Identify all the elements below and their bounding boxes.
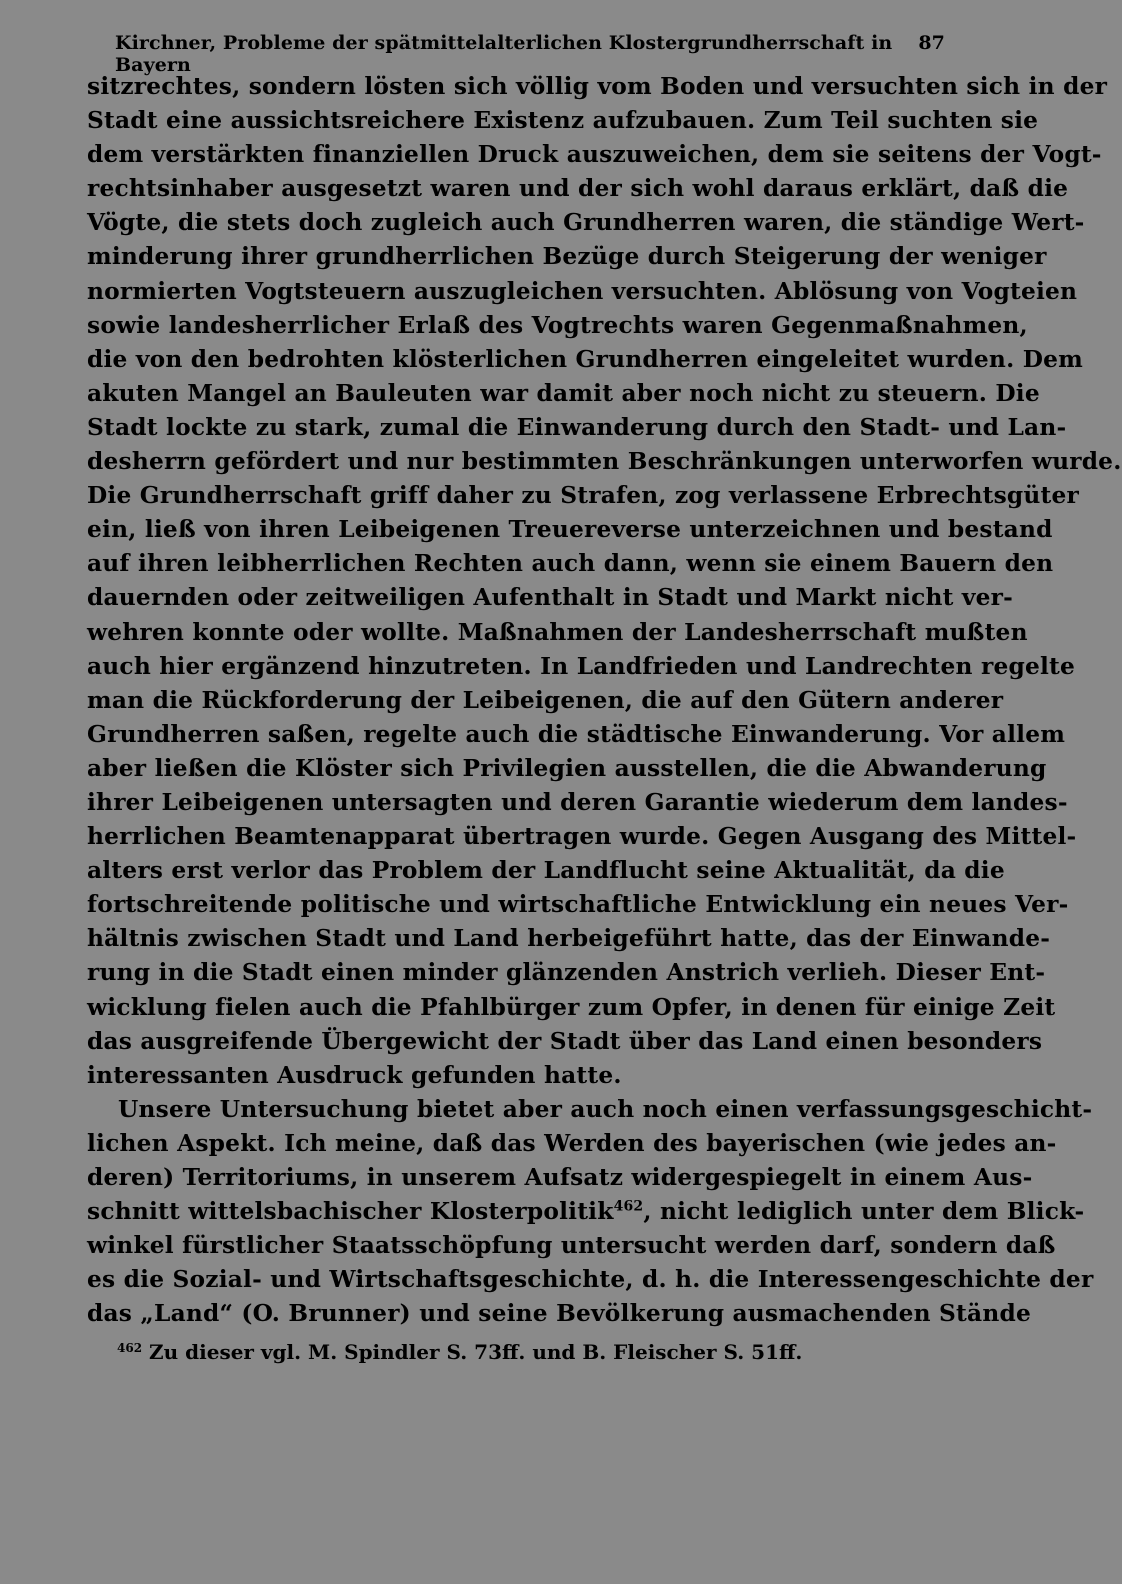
text-line-with-note — [87, 1195, 1085, 1229]
text-line: hältnis zwischen Stadt und Land herbeigeführt hatte, das der Einwande- — [87, 925, 1051, 953]
text-line: das „Land“ (O. Brunner) und seine Bevölkerung ausmachenden Stände — [87, 1300, 1031, 1328]
text-line: interessanten Ausdruck gefunden hatte. — [87, 1061, 622, 1089]
text-line: wicklung fielen auch die Pfahlbürger zum Opfer, in denen für einige Zeit — [87, 993, 1056, 1021]
text-line: sitzrechtes, sondern lösten sich völlig vom Boden und versuchten sich in der — [87, 73, 1108, 100]
text-line: auf ihren leibherrlichen Rechten auch dann, wenn sie einem Bauern den — [87, 550, 1054, 578]
paragraph-1 — [87, 70, 1122, 1093]
text-line: das ausgreifende Übergewicht der Stadt über das Land einen besonders — [87, 1027, 1043, 1055]
text-line: dauernden oder zeitweiligen Aufenthalt in Stadt und Markt nicht ver- — [87, 584, 1013, 612]
text-line: ein, ließ von ihren Leibeigenen Treuereverse unterzeichnen und bestand — [87, 516, 1053, 544]
text-line: aber ließen die Klöster sich Privilegien ausstellen, die die Abwanderung — [87, 754, 1047, 782]
text-line: fortschreitende politische und wirtschaftliche Entwicklung ein neues Ver- — [87, 891, 1069, 919]
text-line: dem verstärkten finanziellen Druck auszuweichen, dem sie seitens der Vogt- — [87, 141, 1102, 169]
text-line: rung in die Stadt einen minder glänzenden Anstrich verlieh. Dieser Ent- — [87, 959, 1046, 987]
text-line: man die Rückforderung der Leibeigenen, die auf den Gütern anderer — [87, 686, 1004, 714]
footnote-text: Zu dieser vgl. M. Spindler S. 73ff. und B. Fleischer S. 51ff. — [149, 1340, 803, 1365]
text-line: akuten Mangel an Bauleuten war damit aber noch nicht zu steuern. Die — [87, 379, 1040, 407]
text-segment: schnitt wittelsbachischer Klosterpolitik — [87, 1198, 614, 1226]
text-line: ihrer Leibeigenen untersagten und deren Garantie wiederum dem landes- — [87, 788, 1068, 816]
text-line: wehren konnte oder wollte. Maßnahmen der Landesherrschaft mußten — [87, 618, 1028, 646]
footnote — [87, 1337, 945, 1367]
page-number: 87 — [918, 32, 945, 54]
text-line: Unsere Untersuchung bietet aber auch noch einen verfassungsgeschicht- — [118, 1095, 1093, 1123]
footnote-number: 462 — [117, 1341, 143, 1356]
running-title: Kirchner, Probleme der spätmittelalterlichen Klostergrundherrschaft in Bayern — [115, 32, 893, 76]
text-segment: , nicht lediglich unter dem Blick- — [643, 1198, 1085, 1226]
text-line: sowie landesherrlicher Erlaß des Vogtrechts waren Gegenmaßnahmen, — [87, 311, 1028, 339]
text-line: rechtsinhaber ausgesetzt waren und der sich wohl daraus erklärt, daß die — [87, 175, 1069, 203]
text-line: auch hier ergänzend hinzutreten. In Landfrieden und Landrechten regelte — [87, 652, 1076, 680]
text-line: desherrn gefördert und nur bestimmten Beschränkungen unterworfen wurde. — [87, 448, 1122, 476]
text-line: Vögte, die stets doch zugleich auch Grundherren waren, die ständige Wert- — [87, 209, 1085, 237]
text-line: deren) Territoriums, in unserem Aufsatz widergespiegelt in einem Aus- — [87, 1164, 1033, 1191]
running-head — [87, 32, 945, 76]
footnote-reference[interactable]: 462 — [613, 1198, 644, 1215]
text-line: normierten Vogtsteuern auszugleichen versuchten. Ablösung von Vogteien — [87, 277, 1078, 305]
text-line: Grundherren saßen, regelte auch die städtische Einwanderung. Vor allem — [87, 720, 1066, 748]
text-line: Die Grundherrschaft griff daher zu Strafen, zog verlassene Erbrechtsgüter — [87, 482, 1079, 510]
paragraph-2 — [87, 1093, 1094, 1332]
text-line: alters erst verlor das Problem der Landflucht seine Aktualität, da die — [87, 857, 1005, 885]
text-line: Stadt lockte zu stark, zumal die Einwanderung durch den Stadt- und Lan- — [87, 413, 1067, 441]
text-line: Stadt eine aussichtsreichere Existenz aufzubauen. Zum Teil suchten sie — [87, 107, 1039, 135]
text-line: lichen Aspekt. Ich meine, daß das Werden des bayerischen (wie jedes an- — [87, 1129, 1057, 1157]
text-line: die von den bedrohten klösterlichen Grundherren eingeleitet wurden. Dem — [87, 345, 1083, 373]
main-text — [87, 70, 1122, 1331]
text-line: herrlichen Beamtenapparat übertragen wurde. Gegen Ausgang des Mittel- — [87, 823, 1077, 851]
text-line: es die Sozial- und Wirtschaftsgeschichte, d. h. die Interessengeschichte der — [87, 1266, 1094, 1294]
text-line: winkel fürstlicher Staatsschöpfung untersucht werden darf, sondern daß — [87, 1232, 1056, 1260]
text-line: minderung ihrer grundherrlichen Bezüge durch Steigerung der weniger — [87, 243, 1047, 271]
